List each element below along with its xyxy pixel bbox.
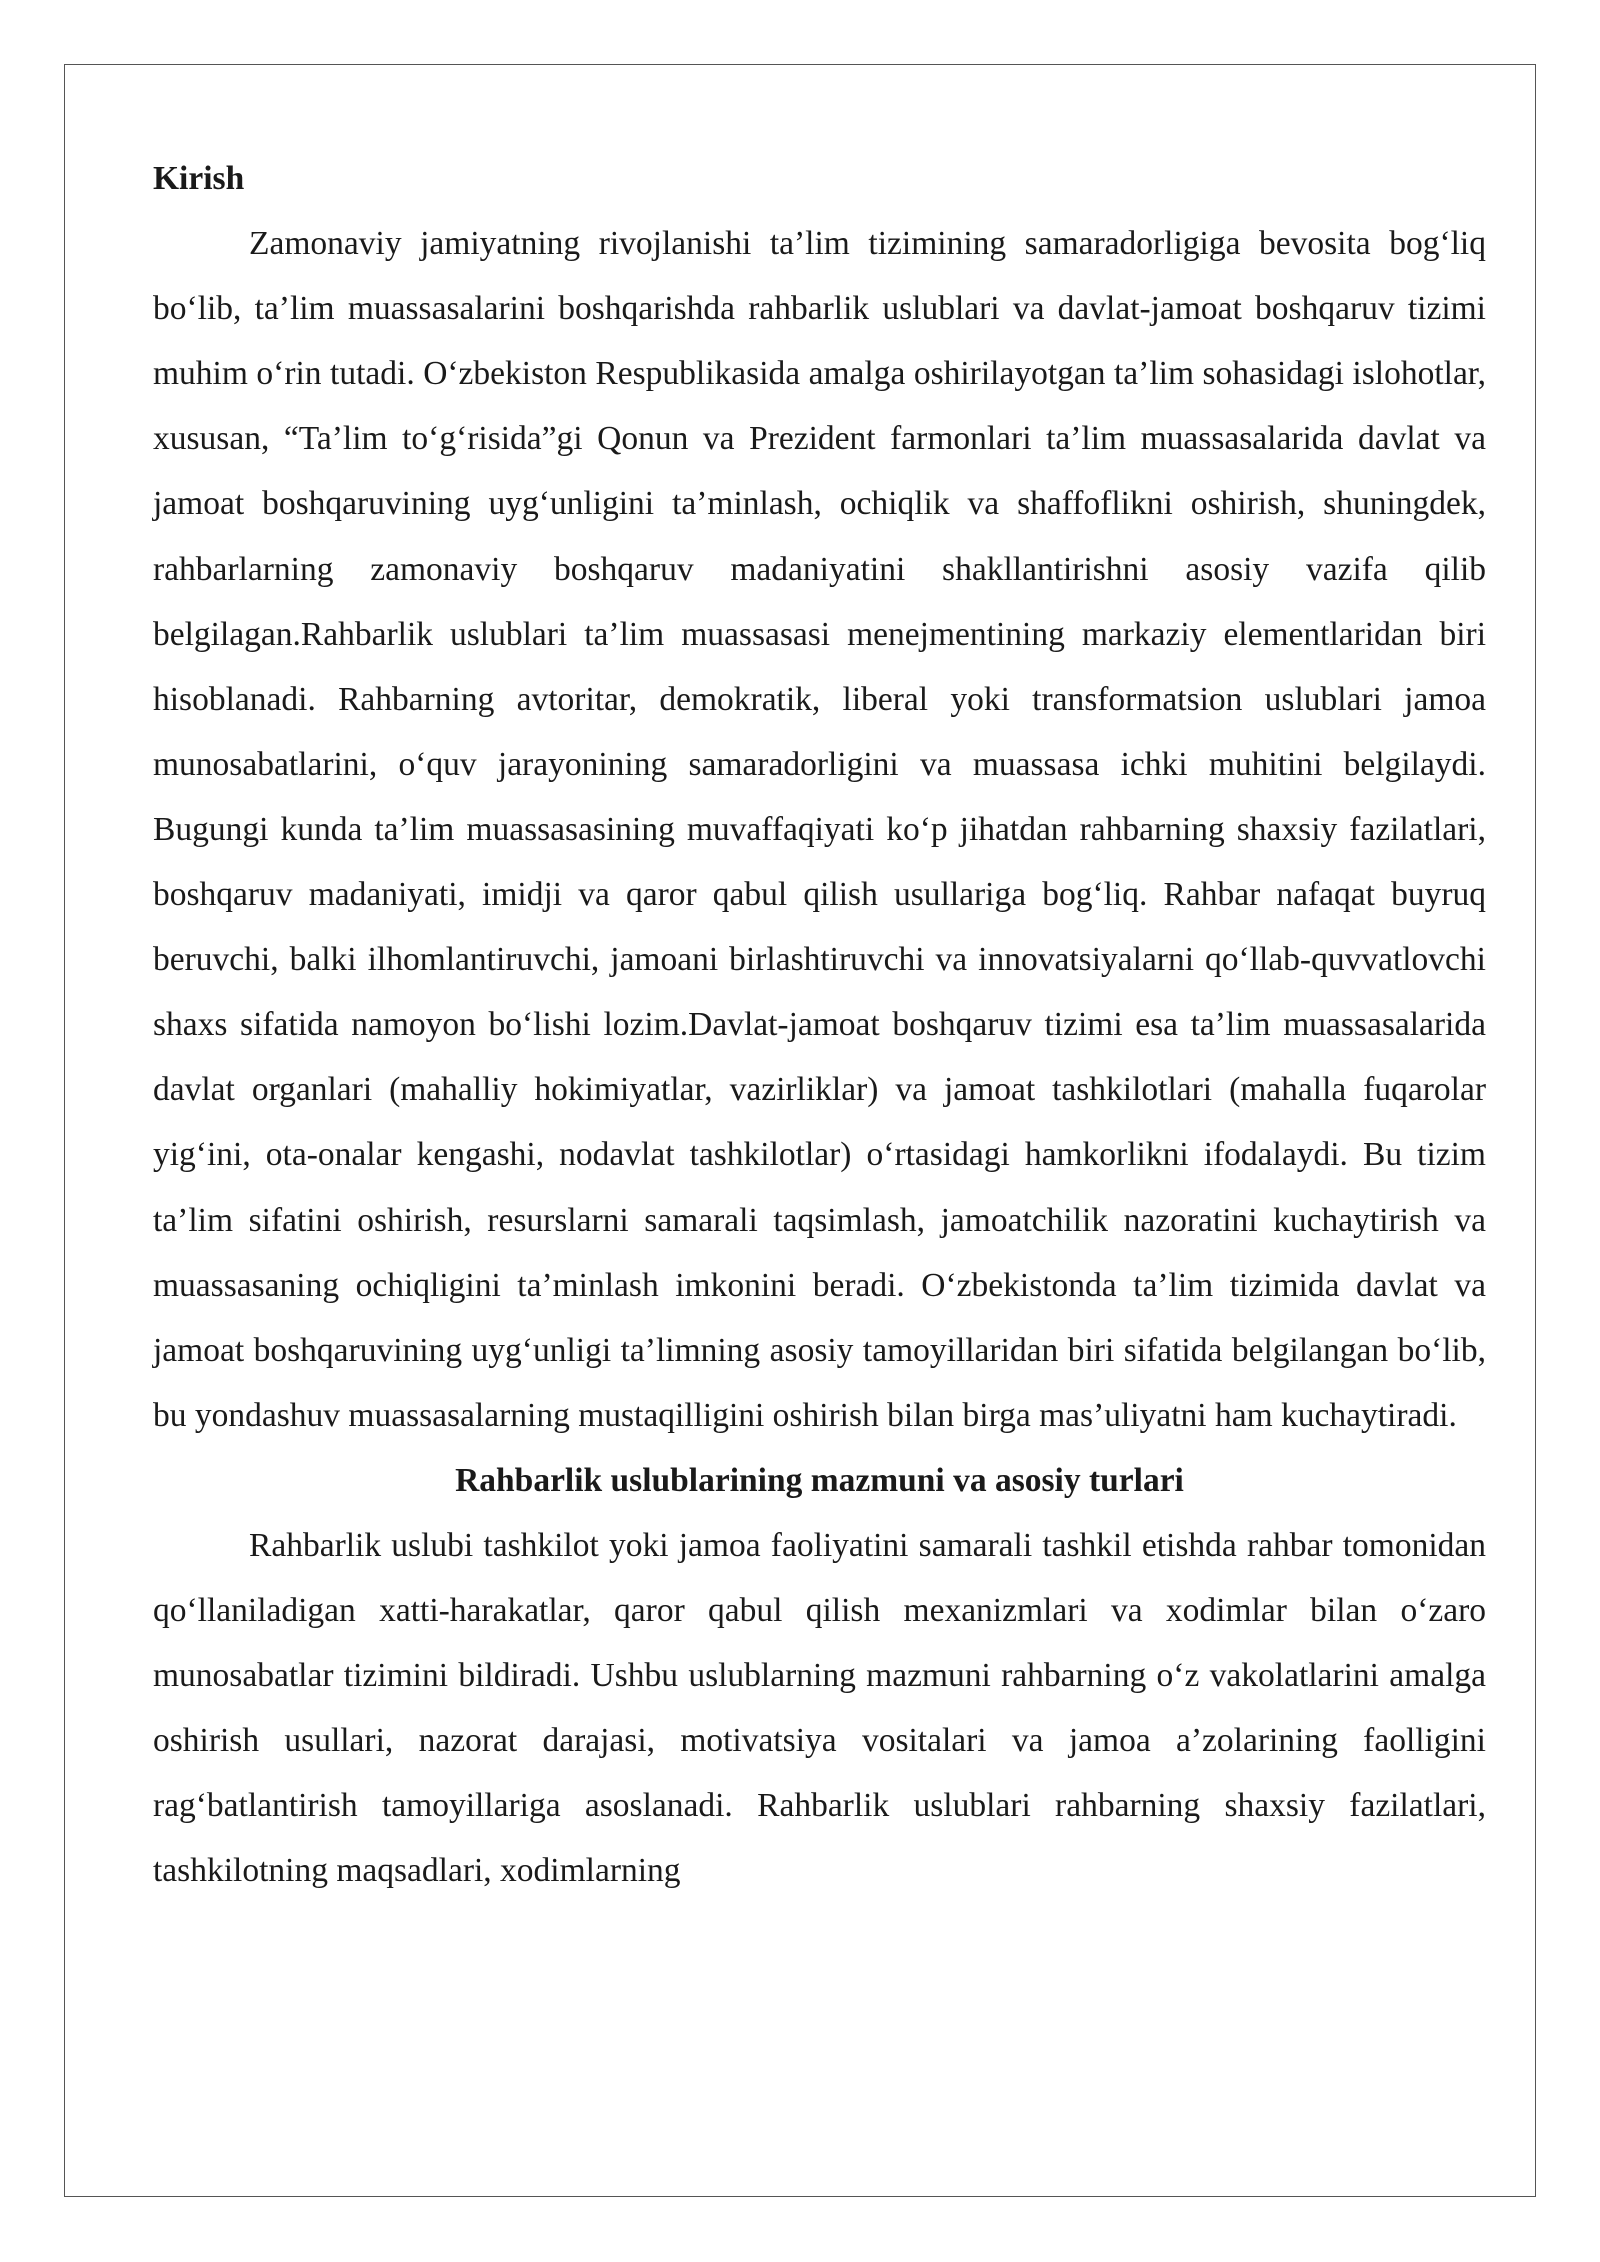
section-heading: Rahbarlik uslublarining mazmuni va asosiy turlari [455,1461,1184,1499]
intro-paragraph: Zamonaviy jamiyatning rivojlanishi ta’lim tizimining samaradorligiga bevosita bog‘liq bo‘lib, ta’lim muassasalarini boshqarishda rahbarlik uslublari va davlat-jamoat boshqaruv tizimi muhim o‘rin tutadi. O‘zbekiston Respublikasida amalga oshirilayotgan ta’lim sohasidagi islohotlar, xususan, “Ta’lim to‘g‘risida”gi Qonun va Prezident farmonlari ta’lim muassasalarida davlat va jamoat boshqaruvining uyg‘unligini ta’minlash, ochiqlik va shaffoflikni oshirish, shuningdek, rahbarlarning zamonaviy boshqaruv madaniyatini shakllantirishni asosiy vazifa qilib belgilagan.Rahbarlik uslublari ta’lim muassasasi menejmentining markaziy elementlaridan biri hisoblanadi. Rahbarning avtoritar, demokratik, liberal yoki transformatsion uslublari jamoa munosabatlarini, o‘quv jarayonining samaradorligini va muassasa ichki muhitini belgilaydi. Bugungi kunda ta’lim muassasasining muvaffaqiyati ko‘p jihatdan rahbarning shaxsiy fazilatlari, boshqaruv madaniyati, imidji va qaror qabul qilish usullariga bog‘liq. Rahbar nafaqat buyruq beruvchi, balki ilhomlantiruvchi, jamoani birlashtiruvchi va innovatsiyalarni qo‘llab-quvvatlovchi shaxs sifatida namoyon bo‘lishi lozim.Davlat-jamoat boshqaruv tizimi esa ta’lim muassasalarida davlat organlari (mahalliy hokimiyatlar, vazirliklar) va jamoat tashkilotlari (mahalla fuqarolar yig‘ini, ota-onalar kengashi, nodavlat tashkilotlar) o‘rtasidagi hamkorlikni ifodalaydi. Bu tizim ta’lim sifatini oshirish, resurslarni samarali taqsimlash, jamoatchilik nazoratini kuchaytirish va muassasaning ochiqligini ta’minlash imkonini beradi. O‘zbekistonda ta’lim tizimida davlat va jamoat boshqaruvining uyg‘unligi ta’limning asosiy tamoyillaridan biri sifatida belgilangan bo‘lib, bu yondashuv muassasalarning mustaqilligini oshirish bilan birga mas’uliyatni ham kuchaytiradi. [153,225,1486,1434]
intro-heading: Kirish [153,160,245,197]
section-paragraph: Rahbarlik uslubi tashkilot yoki jamoa faoliyatini samarali tashkil etishda rahbar tomonidan qo‘llaniladigan xatti-harakatlar, qaror qabul qilish mexanizmlari va xodimlar bilan o‘zaro munosabatlar tizimini bildiradi. Ushbu uslublarning mazmuni rahbarning o‘z vakolatlarini amalga oshirish usullari, nazorat darajasi, motivatsiya vositalari va jamoa a’zolarining faolligini rag‘batlantirish tamoyillariga asoslanadi. Rahbarlik uslublari rahbarning shaxsiy fazilatlari, tashkilotning maqsadlari, xodimlarning [153,1526,1486,1890]
document-body [153,146,1486,1904]
